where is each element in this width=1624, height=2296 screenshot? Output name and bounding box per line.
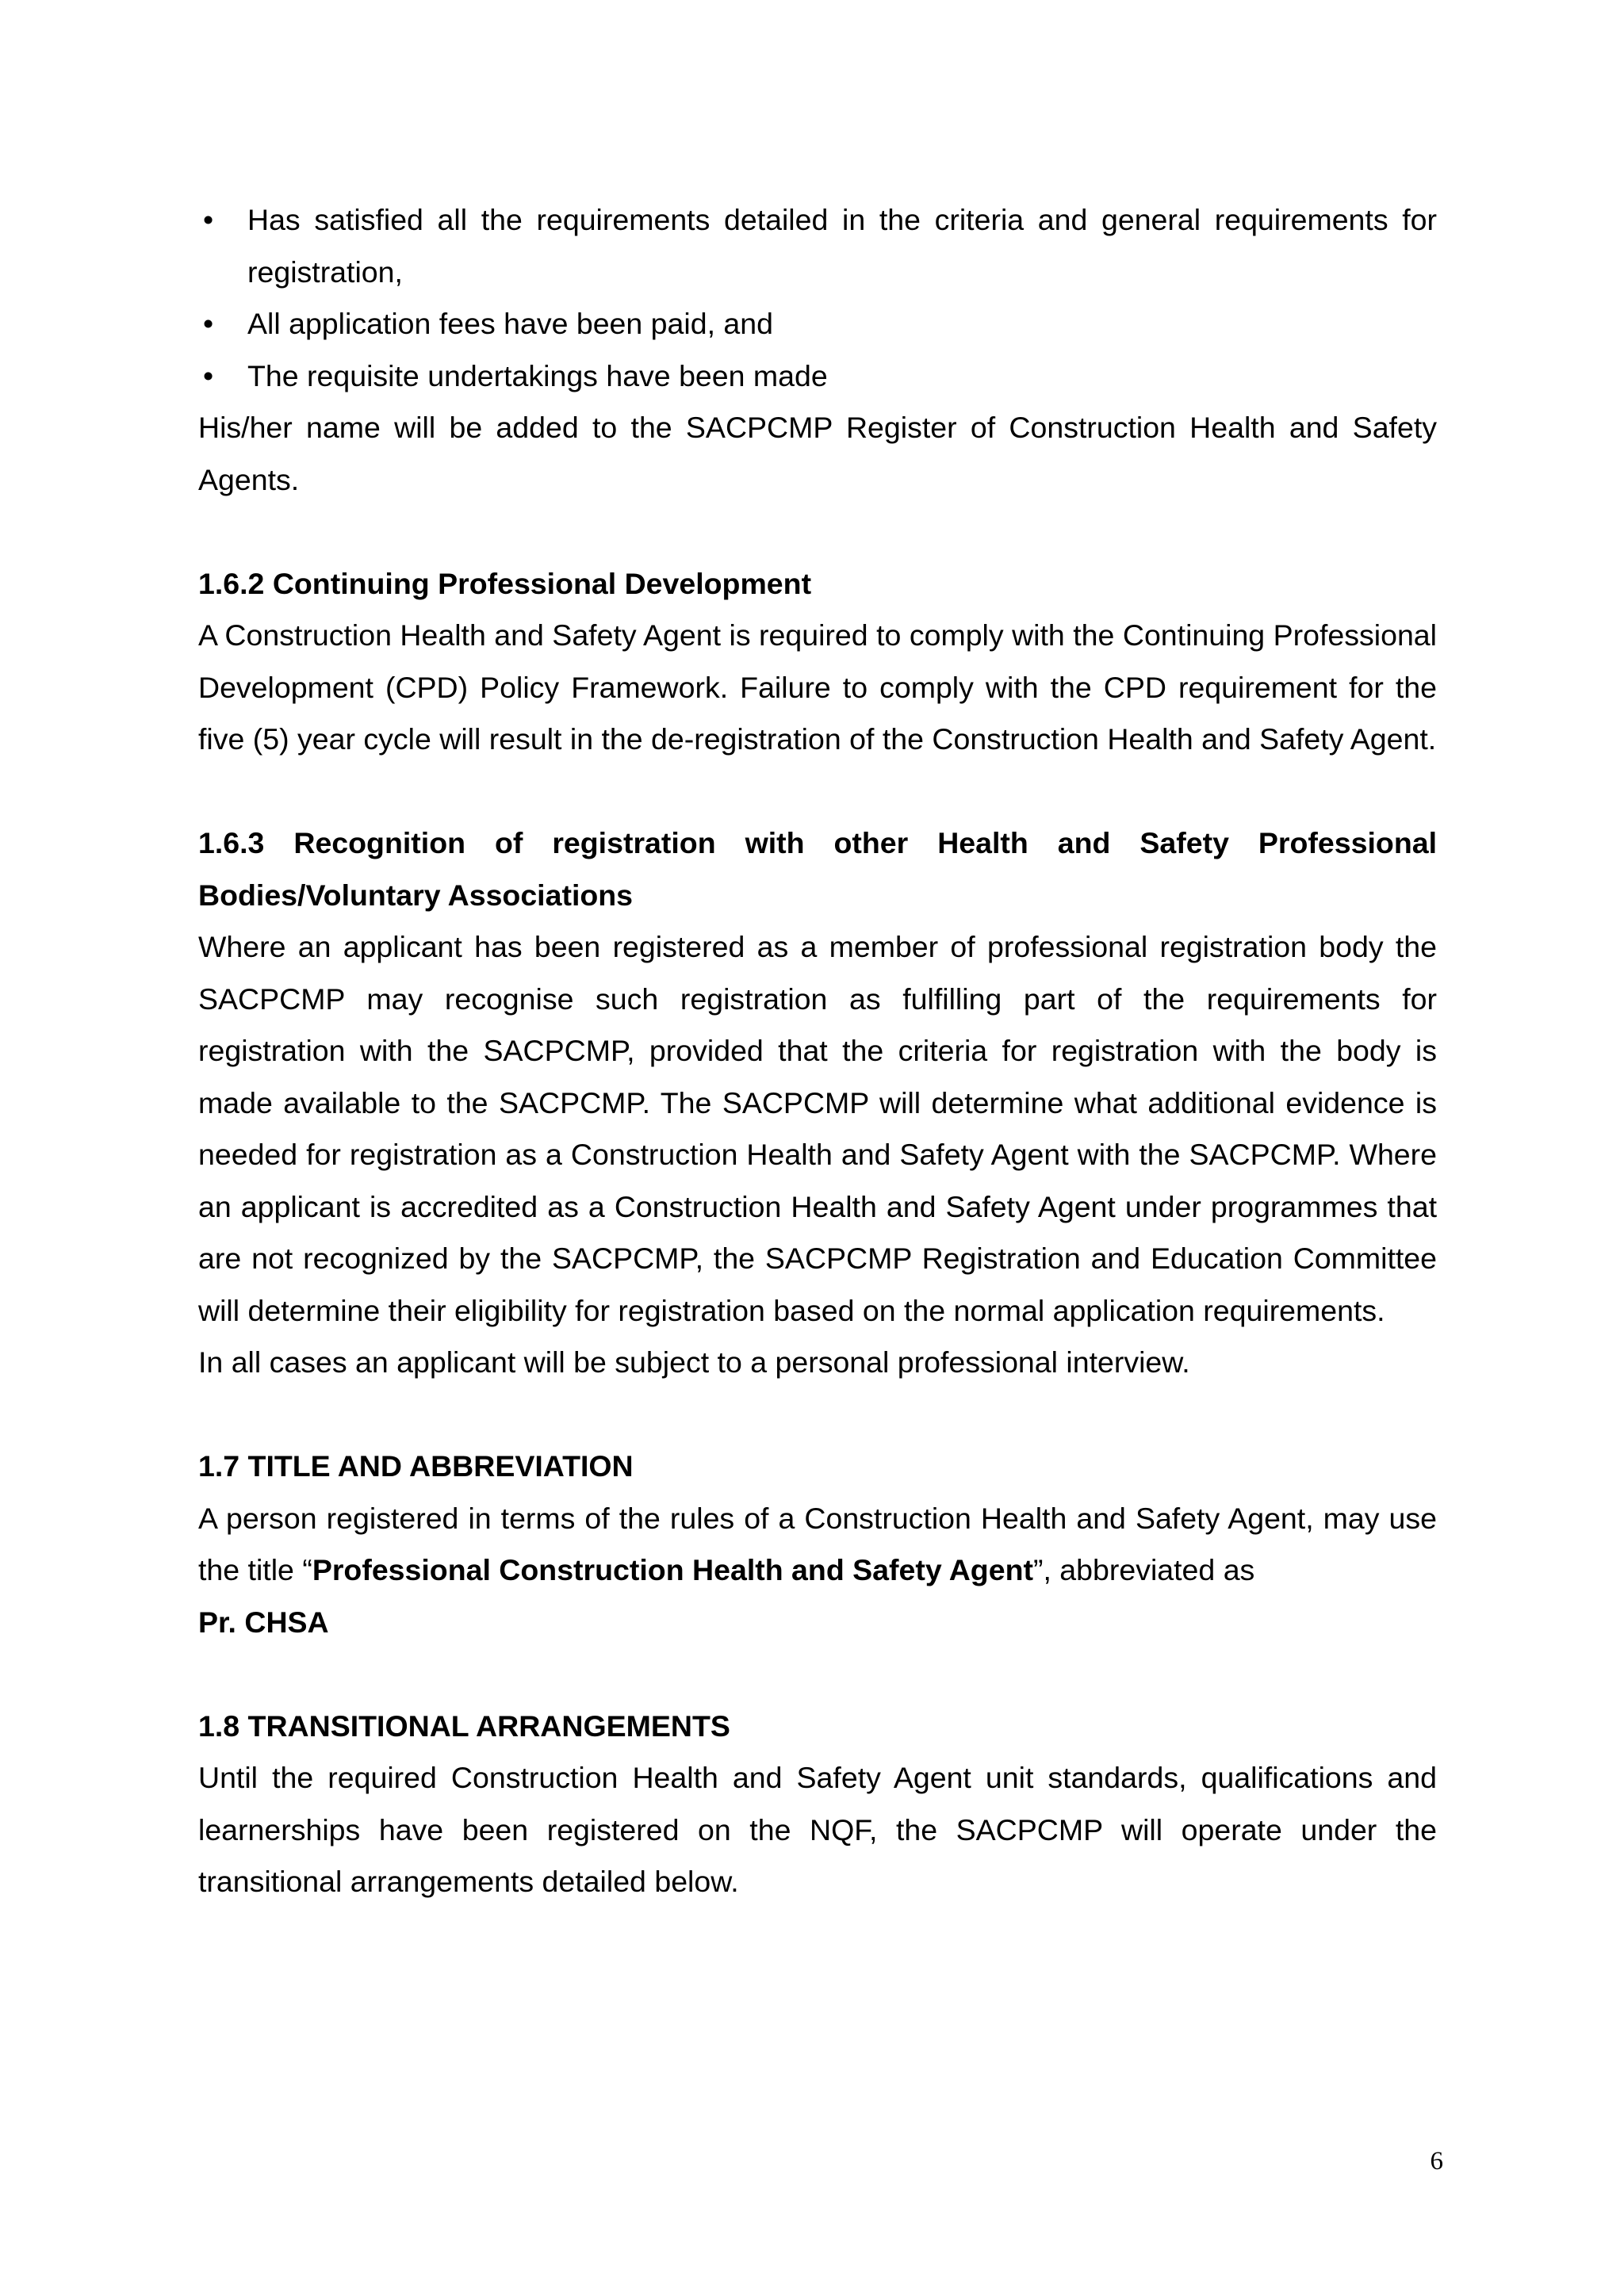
list-item xyxy=(198,194,1437,298)
transitional-paragraph: Until the required Construction Health and Safety Agent unit standards, qualifications and learnerships have been registered on the NQF, the SACPCMP will operate under the transitional arrangements detailed below. xyxy=(198,1761,1437,1898)
list-item-text: Has satisfied all the requirements detailed in the criteria and general requirements for registration, xyxy=(247,203,1437,289)
list-item-text: All application fees have been paid, and xyxy=(247,307,773,340)
requirements-list xyxy=(198,194,1437,402)
section-heading-1-7: 1.7 TITLE AND ABBREVIATION xyxy=(198,1449,634,1483)
title-abbreviation: Pr. CHSA xyxy=(198,1605,329,1639)
section-heading-1-6-2: 1.6.2 Continuing Professional Development xyxy=(198,566,812,600)
bullet-icon: • xyxy=(203,358,214,392)
section-heading-1-8: 1.8 TRANSITIONAL ARRANGEMENTS xyxy=(198,1709,730,1743)
spacer xyxy=(198,1648,1437,1701)
page-number: 6 xyxy=(1430,2147,1443,2175)
list-item-text: The requisite undertakings have been made xyxy=(247,358,828,392)
spacer xyxy=(198,766,1437,818)
register-paragraph: His/her name will be added to the SACPCMP Register of Construction Health and Safety Agents. xyxy=(198,411,1437,496)
title-text-suffix: ”, abbreviated as xyxy=(1032,1553,1255,1586)
recognition-paragraph: Where an applicant has been registered as a member of professional registration body the SACPCMP may recognise such registration as fulfilling part of the requirements for registration with the SACPCMP, provided that the criteria for registration with the body is made available to the SACPCMP. The SACPCMP will determine what additional evidence is needed for registration as a Construction Health and Safety Agent with the SACPCMP. Where an applicant is accredited as a Construction Health and Safety Agent under programmes that are not recognized by the SACPCMP, the SACPCMP Registration and Education Committee will determine their eligibility for registration based on the normal application requirements. xyxy=(198,930,1437,1327)
professional-title: Professional Construction Health and Safety Agent xyxy=(312,1553,1033,1586)
title-paragraph xyxy=(198,1493,1437,1597)
cpd-paragraph: A Construction Health and Safety Agent is required to comply with the Continuing Professional Development (CPD) Policy Framework. Failure to comply with the CPD requirement for the five (5) year cycle will result in the de-registration of the Construction Health and Safety Agent. xyxy=(198,618,1437,756)
document-page xyxy=(198,194,1437,1908)
title-text-prefix: A person registered in terms of the rules of a Construction Health and Safety Agent, may use the title “ xyxy=(198,1501,1437,1586)
list-item xyxy=(198,298,1437,350)
interview-paragraph: In all cases an applicant will be subject to a personal professional interview. xyxy=(198,1345,1190,1379)
bullet-icon: • xyxy=(203,203,214,236)
spacer xyxy=(198,1389,1437,1441)
list-item xyxy=(198,350,1437,403)
spacer xyxy=(198,506,1437,558)
section-heading-1-6-3: 1.6.3 Recognition of registration with other Health and Safety Professional Bodies/Voluntary Associations xyxy=(198,826,1437,912)
bullet-icon: • xyxy=(203,307,214,340)
